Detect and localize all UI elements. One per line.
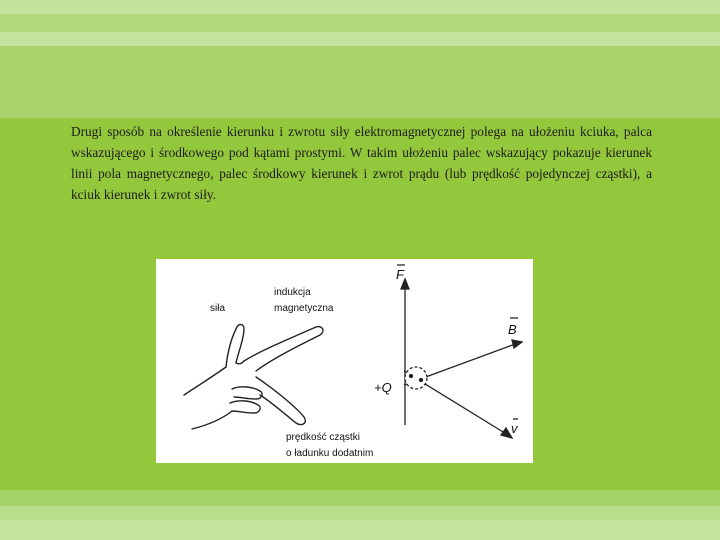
header-stripe-2 (0, 14, 720, 32)
vector-diagram (397, 265, 522, 438)
title-band (0, 46, 720, 118)
label-force: siła (210, 303, 226, 314)
figure-drawing (156, 259, 533, 463)
header-stripe-1 (0, 0, 720, 14)
label-velocity-line2: o ładunku dodatnim (286, 448, 374, 459)
label-velocity-line1: prędkość cząstki (286, 432, 360, 443)
charge-particle (405, 367, 427, 389)
symbol-F: F (396, 267, 404, 282)
symbol-charge: +Q (374, 380, 392, 395)
footer-stripe-2 (0, 506, 720, 520)
symbol-v: v (511, 421, 518, 436)
footer-stripe-3 (0, 520, 720, 540)
hand-drawing (184, 325, 323, 430)
label-induction-line2: magnetyczna (274, 303, 334, 314)
footer-stripe-1 (0, 490, 720, 506)
symbol-B: B (508, 322, 517, 337)
slide-paragraph: Drugi sposób na określenie kierunku i zwrotu siły elektromagnetycznej polega na ułożeniu kciuka, palca wskazującego i środkowego pod kątami prostymi. W takim ułożeniu palec wskazujący pokazuje kierunek linii pola magnetycznego, palec środkowy kierunek i zwrot prądu (lub prędkość pojedynczej cząstki), a kciuk kierunek i zwrot siły. (71, 124, 652, 202)
label-induction-line1: indukcja (274, 287, 311, 298)
induction-arrowhead (512, 340, 522, 348)
header-stripe-3 (0, 32, 720, 46)
left-hand-rule-figure (156, 259, 533, 463)
